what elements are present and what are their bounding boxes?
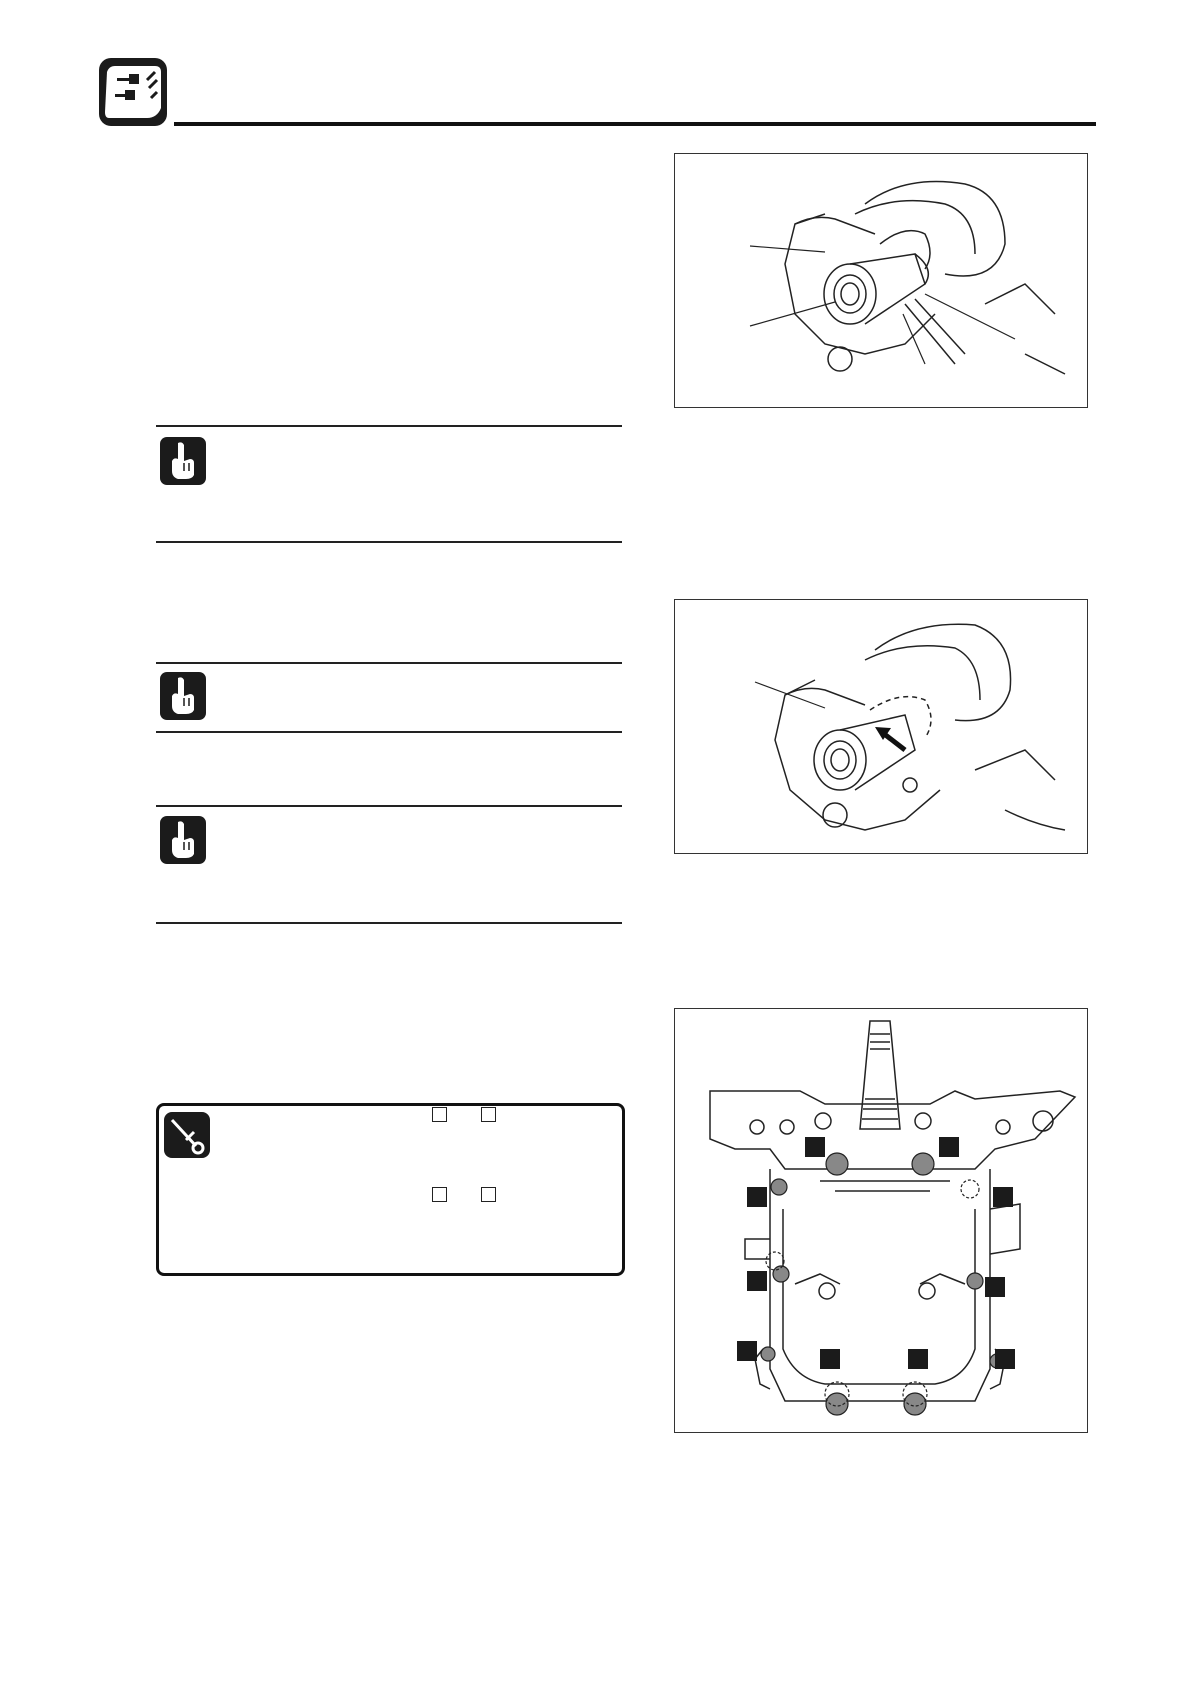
note-top-rule-3: [156, 805, 622, 807]
pointing-hand-note-icon: [160, 672, 206, 720]
note-top-rule-2: [156, 662, 622, 664]
torque-wrench-icon: [164, 1112, 210, 1158]
note-bottom-rule-1: [156, 541, 622, 543]
disassembly-section-icon: [99, 58, 167, 126]
pointing-hand-note-icon: [160, 437, 206, 485]
note-bottom-rule-2: [156, 731, 622, 733]
figure-2-drawing: [675, 600, 1086, 852]
pointing-hand-note-icon: [160, 816, 206, 864]
spec-box-square: [481, 1107, 496, 1122]
header-rule: [174, 122, 1096, 126]
tightening-spec-box: [156, 1103, 625, 1276]
figure-2-bearing-alignment: [674, 599, 1088, 854]
figure-3-crankcase-bolt-sequence: [674, 1008, 1088, 1433]
figure-3-drawing: [675, 1009, 1086, 1431]
note-bottom-rule-3: [156, 922, 622, 924]
spec-box-square: [432, 1107, 447, 1122]
spec-box-square: [432, 1187, 447, 1202]
spec-box-square: [481, 1187, 496, 1202]
figure-1-crankshaft-bearing: [674, 153, 1088, 408]
figure-1-drawing: [675, 154, 1086, 406]
section-icon: [99, 58, 167, 126]
note-top-rule-1: [156, 425, 622, 427]
